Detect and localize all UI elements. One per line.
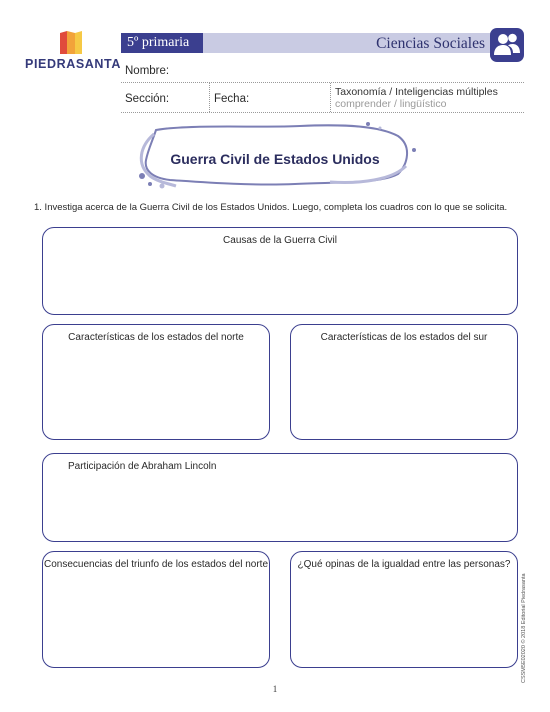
divider <box>121 112 524 113</box>
south-label: Características de los estados del sur <box>320 332 488 343</box>
south-answer-box[interactable] <box>290 324 518 440</box>
date-label: Fecha: <box>214 93 250 105</box>
grade-label: 5º primaria <box>121 33 203 53</box>
brand-name: PIEDRASANTA <box>25 57 121 71</box>
page-title: Guerra Civil de Estados Unidos <box>170 151 380 167</box>
instruction-text: 1. Investiga acerca de la Guerra Civil de los Estados Unidos. Luego, completa los cuadros con lo que se solicita. <box>34 202 508 213</box>
taxonomy-values: comprender / lingüístico <box>335 98 447 110</box>
group-people-icon <box>490 28 524 62</box>
lincoln-label: Participación de Abraham Lincoln <box>68 461 217 472</box>
opinion-answer-box[interactable] <box>290 551 518 668</box>
divider <box>330 83 331 112</box>
north-answer-box[interactable] <box>42 324 270 440</box>
divider <box>209 83 210 112</box>
section-label: Sección: <box>125 93 170 105</box>
opinion-label: ¿Qué opinas de la igualdad entre las personas? <box>297 559 511 570</box>
name-label: Nombre: <box>125 65 170 77</box>
consequences-answer-box[interactable] <box>42 551 270 668</box>
publisher-logo <box>24 28 122 72</box>
subject-title: Ciencias Sociales <box>376 35 485 52</box>
divider <box>121 82 524 83</box>
book-logo-icon <box>58 30 84 56</box>
causes-label: Causas de la Guerra Civil <box>223 235 337 246</box>
page-number: 1 <box>272 684 278 694</box>
document-code: CSSM5E02020 © 2018 Editorial Piedrasanta <box>521 573 527 683</box>
taxonomy-label: Taxonomía / Inteligencias múltiples <box>335 86 498 98</box>
consequences-label: Consecuencias del triunfo de los estados del norte <box>43 559 269 570</box>
lincoln-answer-box[interactable] <box>42 453 518 542</box>
subject-band <box>203 33 493 53</box>
causes-answer-box[interactable] <box>42 227 518 315</box>
north-label: Características de los estados del norte <box>68 332 244 343</box>
